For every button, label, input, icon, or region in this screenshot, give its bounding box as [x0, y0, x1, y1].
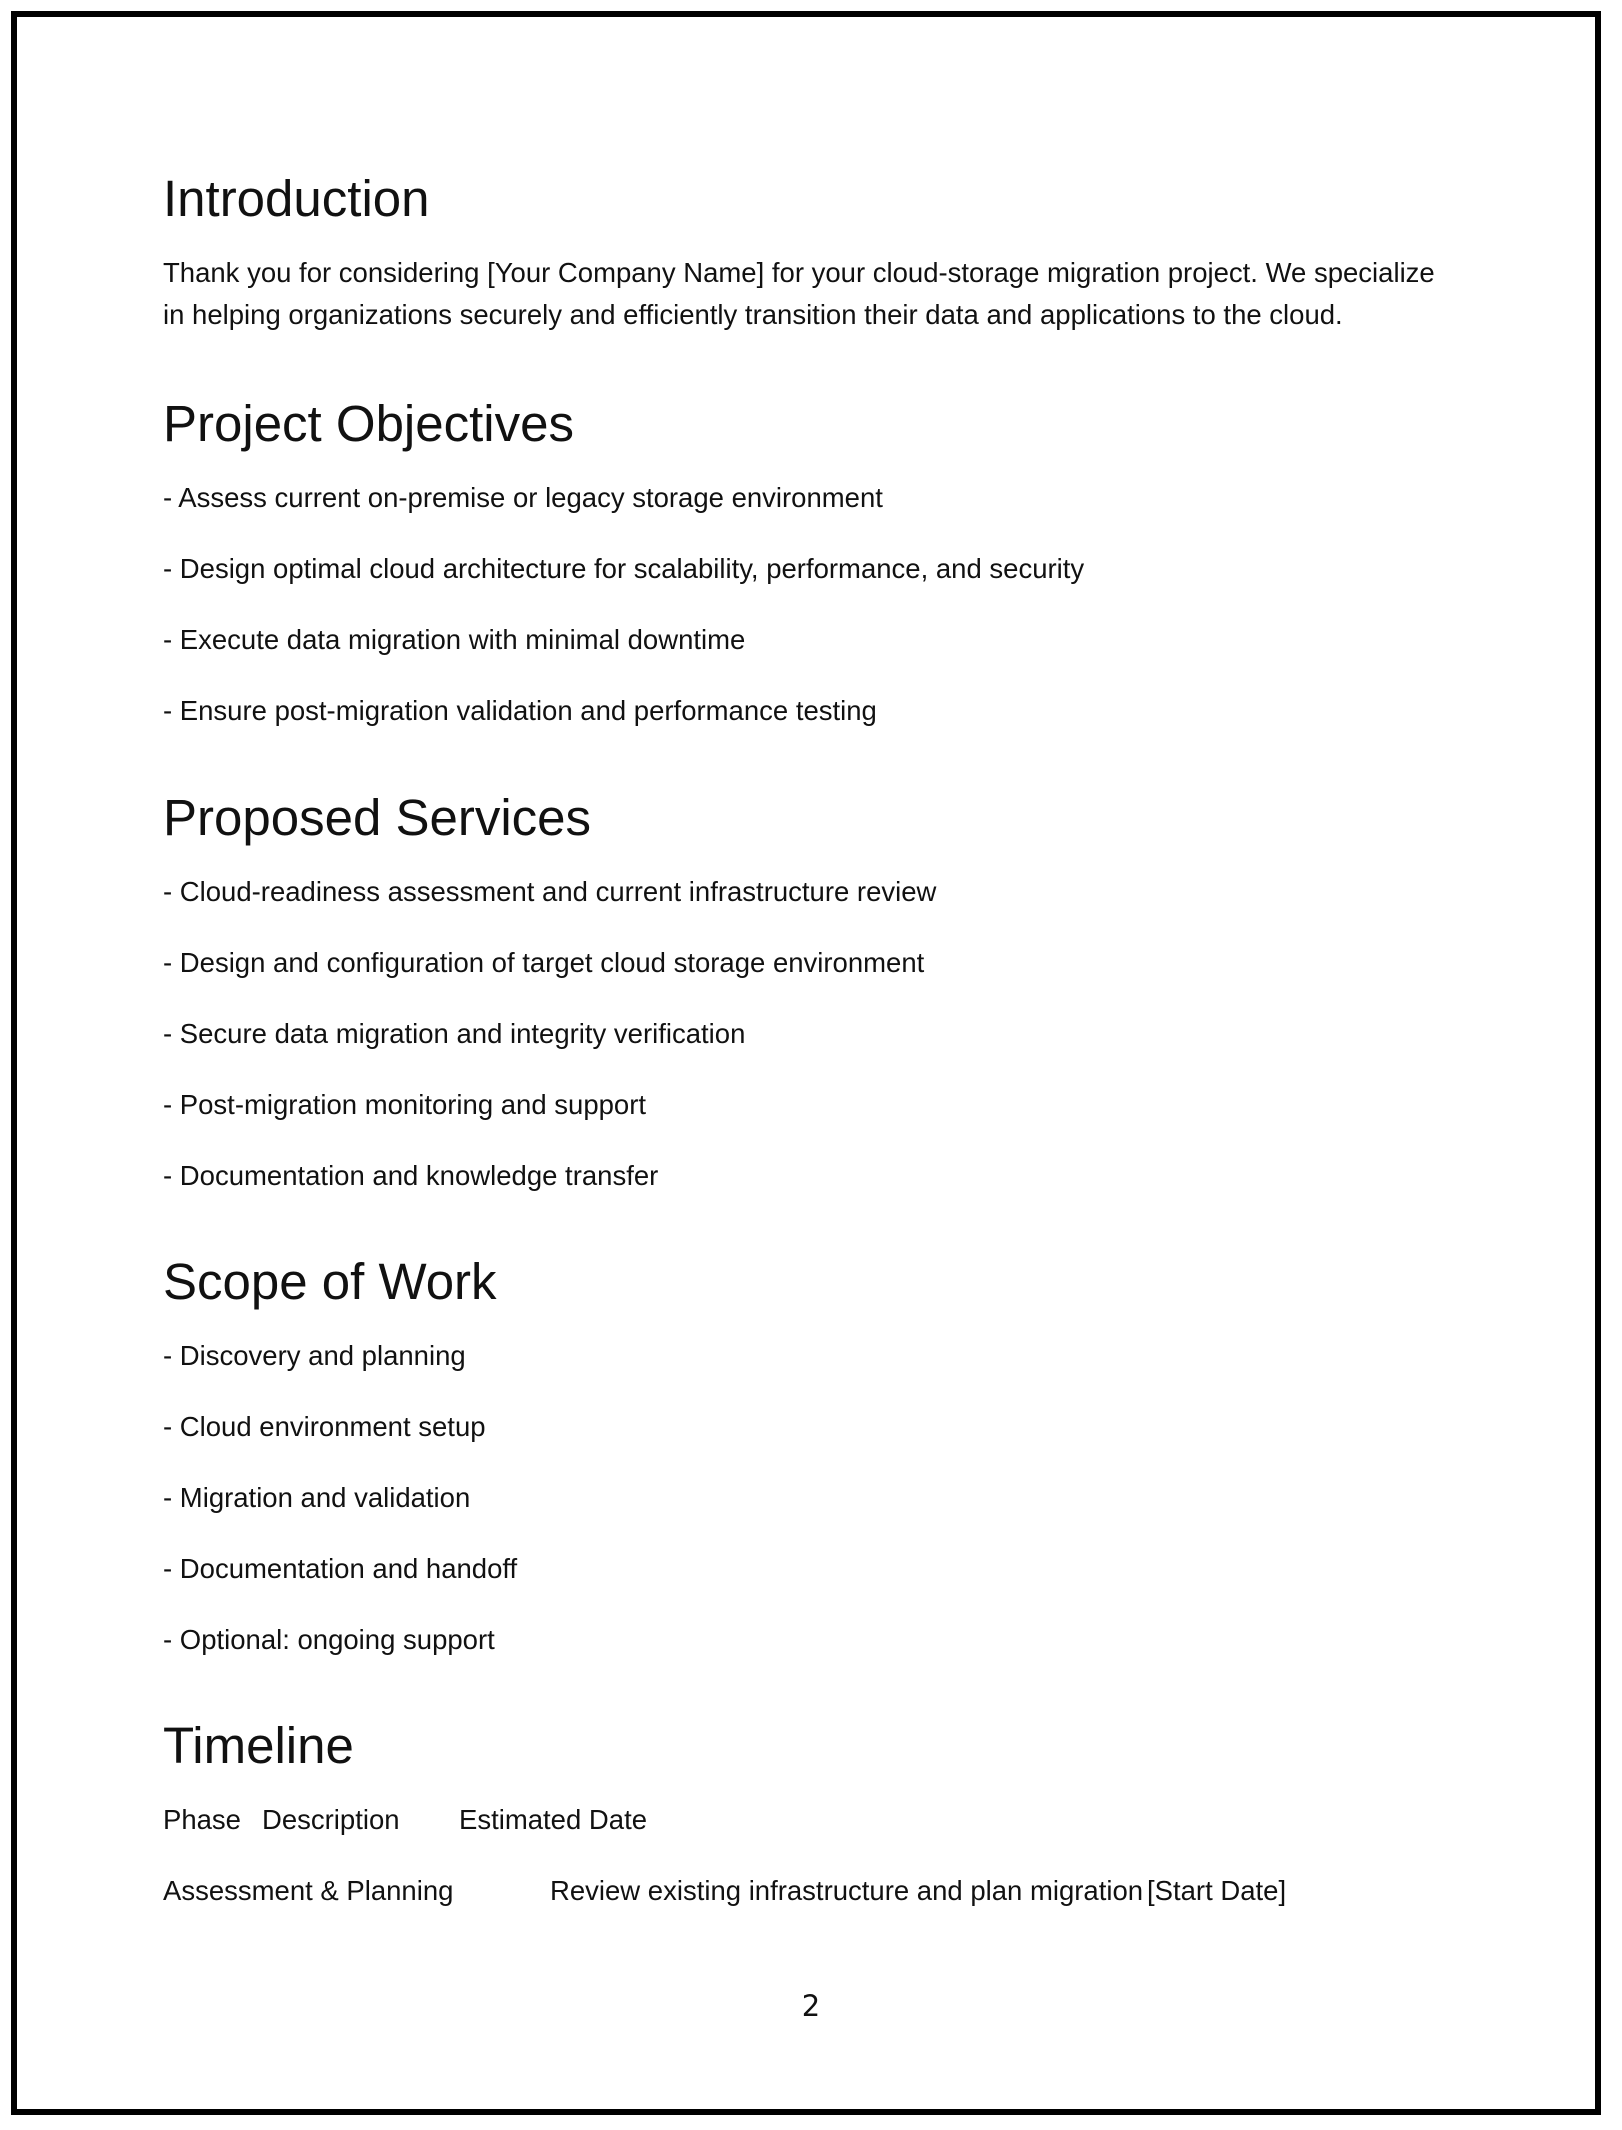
services-heading: Proposed Services [163, 789, 592, 846]
scope-item: - Discovery and planning [163, 1340, 466, 1371]
scope-item: - Cloud environment setup [163, 1411, 486, 1442]
page-number: 2 [801, 1989, 821, 2023]
service-item: - Documentation and knowledge transfer [163, 1160, 659, 1191]
service-item: - Post-migration monitoring and support [163, 1089, 647, 1120]
timeline-cell-phase: Assessment & Planning [163, 1875, 454, 1906]
introduction-paragraph [163, 252, 1483, 336]
introduction-line: Thank you for considering [Your Company Name] for your cloud-storage migration project. We specialize [163, 257, 1435, 288]
scope-item: - Optional: ongoing support [163, 1624, 495, 1655]
service-item: - Cloud-readiness assessment and current infrastructure review [163, 876, 937, 907]
scope-heading: Scope of Work [163, 1253, 497, 1310]
scope-item: - Documentation and handoff [163, 1553, 518, 1584]
timeline-column-header: Phase [163, 1804, 241, 1835]
introduction-line: in helping organizations securely and efficiently transition their data and applications to the cloud. [163, 299, 1343, 330]
timeline-cell-date: [Start Date] [1147, 1875, 1287, 1906]
objective-item: - Ensure post-migration validation and performance testing [163, 695, 877, 726]
objective-item: - Execute data migration with minimal downtime [163, 624, 746, 655]
objectives-heading: Project Objectives [163, 395, 574, 452]
timeline-cell-description: Review existing infrastructure and plan migration [550, 1875, 1144, 1906]
timeline-column-header: Description [262, 1804, 400, 1835]
timeline-heading: Timeline [163, 1717, 354, 1774]
timeline-column-header: Estimated Date [459, 1804, 648, 1835]
objective-item: - Assess current on-premise or legacy storage environment [163, 482, 883, 513]
service-item: - Design and configuration of target cloud storage environment [163, 947, 925, 978]
introduction-heading: Introduction [163, 170, 430, 227]
objective-item: - Design optimal cloud architecture for scalability, performance, and security [163, 553, 1085, 584]
service-item: - Secure data migration and integrity verification [163, 1018, 746, 1049]
scope-item: - Migration and validation [163, 1482, 471, 1513]
